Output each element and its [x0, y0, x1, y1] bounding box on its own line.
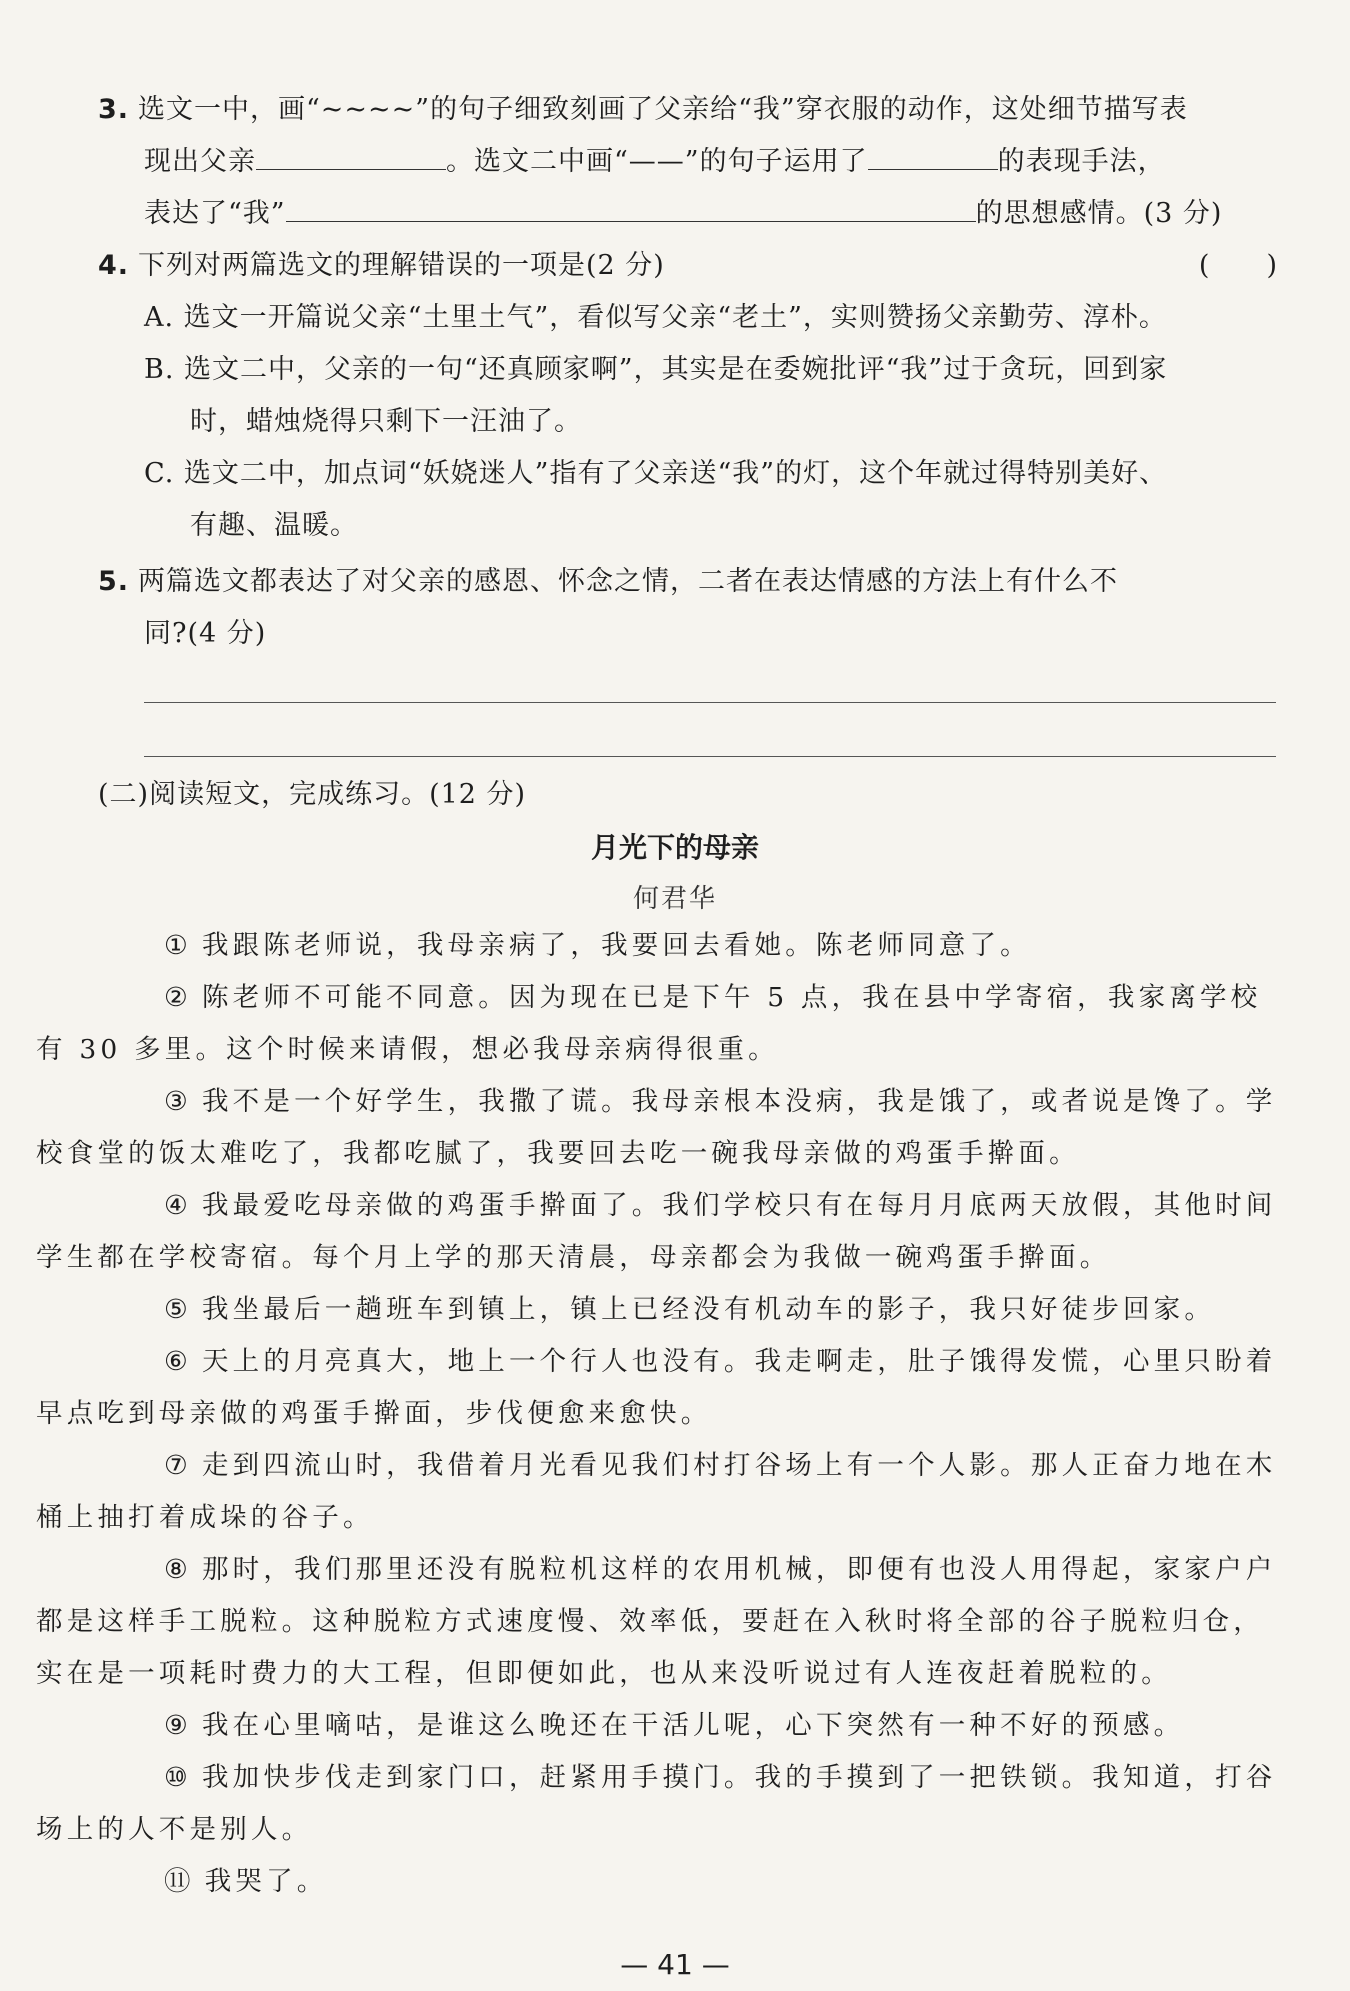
paragraph-text: 那时，我们那里还没有脱粒机这样的农用机械，即便有也没人用得起，家家户户都是这样手工脱粒。这种脱粒方式速度慢、效率低，要赶在入秋时将全部的谷子脱粒归仓，实在是一项耗时费力的大工程，但即便如此，也从来没听说过有人连夜赶着脱粒的。 — [36, 1554, 1277, 1689]
question-3-text: 的思想感情。(3 分) — [975, 198, 1223, 229]
answer-line[interactable] — [144, 702, 1276, 703]
question-3-line-1: 选文一中，画“~~~~”的句子细致刻画了父亲给“我”穿衣服的动作，这处细节描写表 — [138, 94, 1188, 125]
option-a: A. 选文一开篇说父亲“土里土气”，看似写父亲“老土”，实则赞扬父亲勤劳、淳朴。 — [144, 302, 1167, 333]
paragraph — [36, 1076, 1280, 1180]
question-3 — [98, 84, 1278, 240]
paragraph-number: ⑪ — [164, 1866, 195, 1897]
option-c: C. 选文二中，加点词“妖娆迷人”指有了父亲送“我”的灯，这个年就过得特别美好、 — [144, 458, 1168, 489]
question-3-text: 。选文二中画“——”的句子运用了 — [446, 146, 868, 177]
paragraph — [36, 1284, 1280, 1336]
answer-parenthesis[interactable]: ( ) — [1198, 250, 1278, 281]
paragraph-text: 我在心里嘀咕，是谁这么晚还在干活儿呢，心下突然有一种不好的预感。 — [201, 1710, 1185, 1741]
paragraph-text: 我不是一个好学生，我撒了谎。我母亲根本没病，我是饿了，或者说是馋了。学校食堂的饭太难吃了，我都吃腻了，我要回去吃一碗我母亲做的鸡蛋手擀面。 — [36, 1086, 1277, 1169]
question-4-stem: 下列对两篇选文的理解错误的一项是(2 分) — [138, 250, 665, 281]
paragraph-number: ⑤ — [164, 1294, 192, 1325]
paragraph-text: 我最爱吃母亲做的鸡蛋手擀面了。我们学校只有在每月月底两天放假，其他时间学生都在学校寄宿。每个月上学的那天清晨，母亲都会为我做一碗鸡蛋手擀面。 — [36, 1190, 1277, 1273]
paragraph-number: ⑧ — [164, 1554, 192, 1585]
paragraph-number: ⑨ — [164, 1710, 192, 1741]
paragraph — [36, 1856, 1280, 1908]
answer-blank[interactable] — [256, 139, 446, 170]
question-4 — [98, 240, 1278, 552]
article-author: 何君华 — [632, 884, 717, 914]
paragraph-number: ⑩ — [164, 1762, 192, 1793]
answer-blank[interactable] — [868, 139, 998, 170]
paragraph — [36, 1544, 1280, 1700]
paragraph — [36, 972, 1280, 1076]
paragraph-text: 走到四流山时，我借着月光看见我们村打谷场上有一个人影。那人正奋力地在木桶上抽打着成垛的谷子。 — [36, 1450, 1277, 1533]
paragraph-number: ④ — [164, 1190, 192, 1221]
paragraph — [36, 1180, 1280, 1284]
question-number: 3. — [98, 94, 130, 125]
paragraph-text: 我哭了。 — [204, 1866, 328, 1897]
question-3-text: 表达了“我” — [144, 198, 286, 229]
question-3-text: 现出父亲 — [144, 146, 256, 177]
paragraph-number: ① — [164, 930, 192, 961]
paragraph — [36, 1440, 1280, 1544]
article-title: 月光下的母亲 — [590, 831, 759, 864]
paragraph-number: ⑦ — [164, 1450, 192, 1481]
paragraph-number: ③ — [164, 1086, 192, 1117]
section-heading: (二)阅读短文，完成练习。(12 分) — [98, 779, 527, 810]
paragraph — [36, 1752, 1280, 1856]
paragraph-text: 我坐最后一趟班车到镇上，镇上已经没有机动车的影子，我只好徒步回家。 — [201, 1294, 1216, 1325]
question-5-line-2: 同?(4 分) — [144, 618, 267, 649]
answer-blank[interactable] — [286, 191, 976, 222]
paragraph — [36, 1336, 1280, 1440]
paragraph-number: ⑥ — [164, 1346, 192, 1377]
paragraph-text: 我跟陈老师说，我母亲病了，我要回去看她。陈老师同意了。 — [201, 930, 1031, 961]
option-b-continued: 时，蜡烛烧得只剩下一汪油了。 — [190, 406, 582, 437]
question-number: 4. — [98, 250, 130, 281]
page-number: — 41 — — [620, 1948, 730, 1981]
answer-line[interactable] — [144, 756, 1276, 757]
question-number: 5. — [98, 566, 130, 597]
paragraph-number: ② — [164, 982, 192, 1013]
question-5-line-1: 两篇选文都表达了对父亲的感恩、怀念之情，二者在表达情感的方法上有什么不 — [138, 566, 1118, 597]
option-b: B. 选文二中，父亲的一句“还真顾家啊”，其实是在委婉批评“我”过于贪玩，回到家 — [144, 354, 1168, 385]
paragraph — [36, 920, 1280, 972]
question-5 — [98, 556, 1278, 660]
article-body — [36, 920, 1280, 1908]
paragraph-text: 我加快步伐走到家门口，赶紧用手摸门。我的手摸到了一把铁锁。我知道，打谷场上的人不是别人。 — [36, 1762, 1277, 1845]
paragraph-text: 天上的月亮真大，地上一个行人也没有。我走啊走，肚子饿得发慌，心里只盼着早点吃到母亲做的鸡蛋手擀面，步伐便愈来愈快。 — [36, 1346, 1277, 1429]
paragraph — [36, 1700, 1280, 1752]
paragraph-text: 陈老师不可能不同意。因为现在已是下午 5 点，我在县中学寄宿，我家离学校有 30 多里。这个时候来请假，想必我母亲病得很重。 — [36, 982, 1262, 1065]
option-c-continued: 有趣、温暖。 — [190, 510, 358, 541]
question-3-text: 的表现手法， — [997, 146, 1166, 177]
